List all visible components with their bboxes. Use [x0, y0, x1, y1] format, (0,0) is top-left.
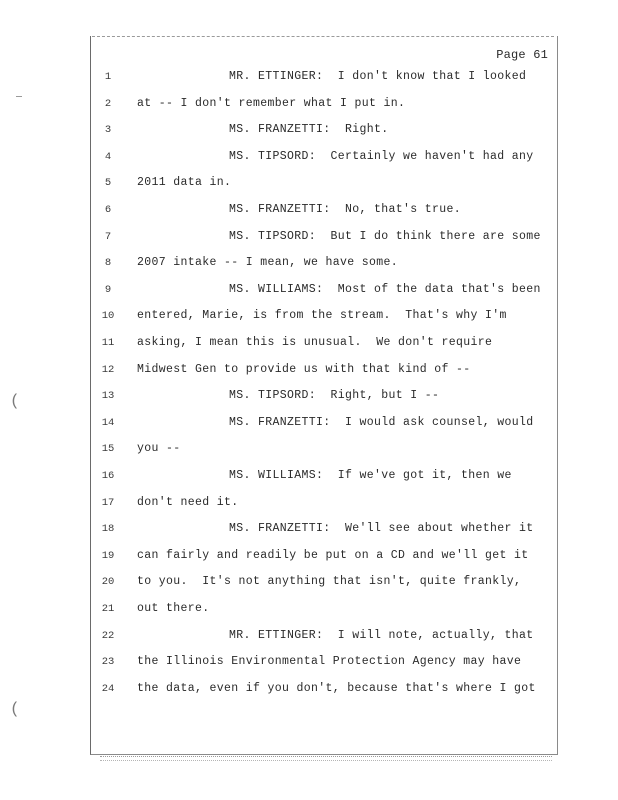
transcript-line	[0, 440, 618, 458]
line-text: MS. WILLIAMS: Most of the data that's been	[229, 282, 541, 296]
line-number: 2	[104, 97, 112, 110]
binding-mark: (	[10, 392, 20, 410]
transcript-line	[0, 680, 618, 698]
line-number: 15	[101, 443, 115, 456]
line-number: 16	[101, 470, 115, 482]
line-text: don't need it.	[137, 495, 239, 509]
line-number: 13	[101, 390, 115, 403]
transcript-line	[0, 95, 618, 113]
line-text: the data, even if you don't, because that's where I got	[137, 681, 536, 695]
line-text: 2007 intake -- I mean, we have some.	[137, 256, 399, 270]
line-number: 19	[101, 549, 115, 562]
line-number: 10	[101, 310, 115, 323]
line-number: 23	[101, 656, 115, 669]
transcript-line	[0, 387, 618, 405]
transcript-line	[0, 573, 618, 591]
line-number: 8	[104, 257, 112, 270]
bottom-rule	[100, 756, 552, 761]
line-text: can fairly and readily be put on a CD and we'll get it	[137, 548, 529, 562]
line-number: 24	[101, 682, 115, 695]
transcript-line	[0, 121, 618, 139]
page-number: Page 61	[496, 48, 548, 62]
line-text: entered, Marie, is from the stream. That's why I'm	[137, 309, 507, 323]
line-text: MS. FRANZETTI: Right.	[229, 123, 389, 137]
line-number: 21	[101, 603, 115, 615]
line-text: Midwest Gen to provide us with that kind of --	[137, 362, 471, 376]
line-number: 4	[104, 150, 112, 163]
transcript-line	[0, 600, 618, 618]
line-number: 5	[104, 177, 112, 190]
transcript-line	[0, 494, 618, 512]
transcript-line	[0, 68, 618, 86]
line-number: 11	[101, 337, 115, 349]
transcript-line	[0, 627, 618, 645]
line-number: 22	[101, 629, 115, 642]
line-text: asking, I mean this is unusual. We don't require	[137, 336, 493, 349]
line-text: you --	[137, 442, 181, 456]
binding-mark: (	[10, 700, 20, 718]
line-number: 17	[101, 496, 115, 509]
line-number: 1	[104, 71, 112, 83]
transcript-line	[0, 174, 618, 192]
line-number: 6	[104, 204, 112, 216]
line-text: MR. ETTINGER: I don't know that I looked	[229, 70, 527, 83]
transcript-line	[0, 414, 618, 432]
transcript-line	[0, 467, 618, 485]
line-text: MS. WILLIAMS: If we've got it, then we	[229, 469, 512, 482]
line-number: 7	[104, 230, 112, 243]
line-text: out there.	[137, 602, 210, 615]
line-text: MS. FRANZETTI: No, that's true.	[229, 203, 462, 216]
line-text: the Illinois Environmental Protection Agency may have	[137, 655, 522, 669]
line-number: 18	[101, 523, 115, 536]
line-text: MS. FRANZETTI: I would ask counsel, would	[229, 415, 534, 429]
line-text: at -- I don't remember what I put in.	[137, 96, 406, 110]
transcript-line	[0, 228, 618, 246]
transcript-line	[0, 547, 618, 565]
line-text: to you. It's not anything that isn't, quite frankly,	[137, 575, 522, 589]
line-text: MS. TIPSORD: Right, but I --	[229, 389, 440, 403]
transcript-line	[0, 361, 618, 379]
line-text: MS. FRANZETTI: We'll see about whether it	[229, 522, 534, 536]
transcript-line	[0, 148, 618, 166]
line-text: MR. ETTINGER: I will note, actually, that	[229, 628, 534, 642]
transcript-line	[0, 334, 618, 352]
line-number: 9	[104, 283, 112, 296]
line-number: 12	[101, 363, 115, 376]
line-text: MS. TIPSORD: But I do think there are some	[229, 229, 541, 243]
transcript-line	[0, 307, 618, 325]
transcript-line	[0, 653, 618, 671]
line-number: 3	[104, 124, 112, 137]
transcript-line	[0, 201, 618, 219]
transcript-line	[0, 281, 618, 299]
line-number: 20	[101, 576, 115, 589]
line-number: 14	[101, 416, 115, 429]
transcript-line	[0, 254, 618, 272]
line-text: MS. TIPSORD: Certainly we haven't had any	[229, 149, 534, 163]
line-text: 2011 data in.	[137, 176, 232, 190]
transcript-line	[0, 520, 618, 538]
